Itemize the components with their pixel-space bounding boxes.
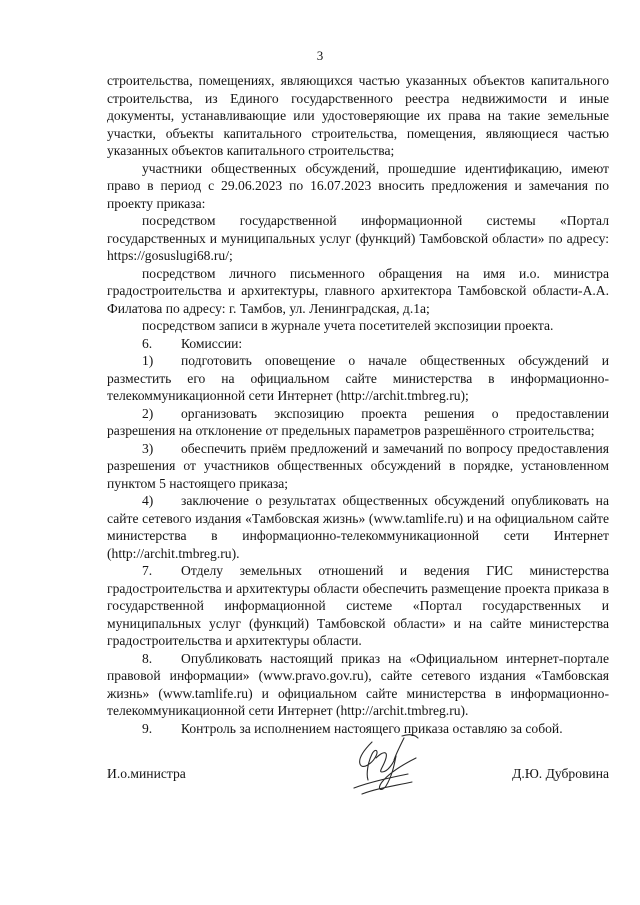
numbered-paragraph — [107, 492, 609, 562]
numbered-paragraph — [107, 335, 609, 353]
item-number: 8. — [142, 650, 153, 666]
document-body — [107, 72, 609, 737]
item-number: 7. — [142, 563, 153, 578]
item-number: 3) — [142, 440, 154, 456]
item-text: организовать экспозицию проекта решения о предоставлении разрешения на отклонение от предельных параметров разрешённого строительства; — [107, 405, 609, 438]
paragraph: строительства, помещениях, являющихся частью указанных объектов капитального строительства, из Единого государственного реестра недвижимости и иные документы, устанавливающие или удостоверяющие их права на такие земельные участки, объекты капитального строительства, помещения, являющиеся частью указанных объектов капитального строительства; — [107, 73, 609, 158]
item-number: 9. — [142, 720, 153, 736]
numbered-paragraph — [107, 562, 609, 650]
item-number: 2) — [142, 405, 154, 421]
item-text: подготовить оповещение о начале общественных обсуждений и разместить его на официальном сайте министерства в информационно-телекоммуникационной сети Интернет (http://archit.tmbreg.ru); — [107, 353, 609, 403]
signatory-name: Д.Ю. Дубровина — [512, 766, 609, 781]
item-number: 1) — [142, 353, 154, 368]
numbered-paragraph — [107, 352, 609, 405]
item-text: заключение о результатах общественных обсуждений опубликовать на сайте сетевого издания «Тамбовская жизнь» (www.tamlife.ru) и на официальном сайте министерства в информационно-телекоммуникационной сети Интернет (http://archit.tmbreg.ru). — [107, 493, 609, 561]
item-text: Отделу земельных отношений и ведения ГИС министерства градостроительства и архитектуры области обеспечить размещение проекта приказа в государственной информационной системе «Портал государственных и муниципальных услуг (функций) Тамбовской области» и на сайте министерства градостроительства и архитектуры области. — [107, 563, 609, 648]
paragraph: посредством личного письменного обращения на имя и.о. министра градостроительства и архитектуры, главного архитектора Тамбовской области-А.А. Филатова по адресу: г. Тамбов, ул. Ленинградская, д.1а; — [107, 265, 609, 316]
page-number: 3 — [316, 48, 324, 63]
paragraph: посредством записи в журнале учета посетителей экспозиции проекта. — [142, 318, 554, 333]
numbered-paragraph — [107, 440, 609, 493]
item-number: 6. — [142, 335, 153, 351]
numbered-paragraph — [107, 650, 609, 720]
paragraph: посредством государственной информационной системы «Портал государственных и муниципальных услуг (функций) Тамбовской области» по адресу: https://gosuslugi68.ru/; — [107, 213, 609, 263]
item-text: обеспечить приём предложений и замечаний по вопросу предоставления разрешения от участников общественных обсуждений в порядке, установленном пунктом 5 настоящего приказа; — [107, 440, 609, 491]
item-text: Контроль за исполнением настоящего приказа оставляю за собой. — [181, 720, 563, 736]
item-text: Комиссии: — [181, 335, 243, 351]
handwritten-signature — [342, 728, 432, 798]
signatory-role: И.о.министра — [107, 766, 186, 781]
item-number: 4) — [142, 493, 154, 508]
numbered-paragraph — [107, 405, 609, 440]
item-text: Опубликовать настоящий приказ на «Официальном интернет-портале правовой информации» (www.pravo.gov.ru), сайте сетевого издания «Тамбовская жизнь» (www.tamlife.ru) и официальном сайте министерства в информационно-телекоммуникационной сети Интернет (http://archit.tmbreg.ru). — [107, 650, 609, 718]
paragraph: участники общественных обсуждений, прошедшие идентификацию, имеют право в период с 29.06.2023 по 16.07.2023 вносить предложения и замечания по проекту приказа: — [107, 160, 609, 211]
